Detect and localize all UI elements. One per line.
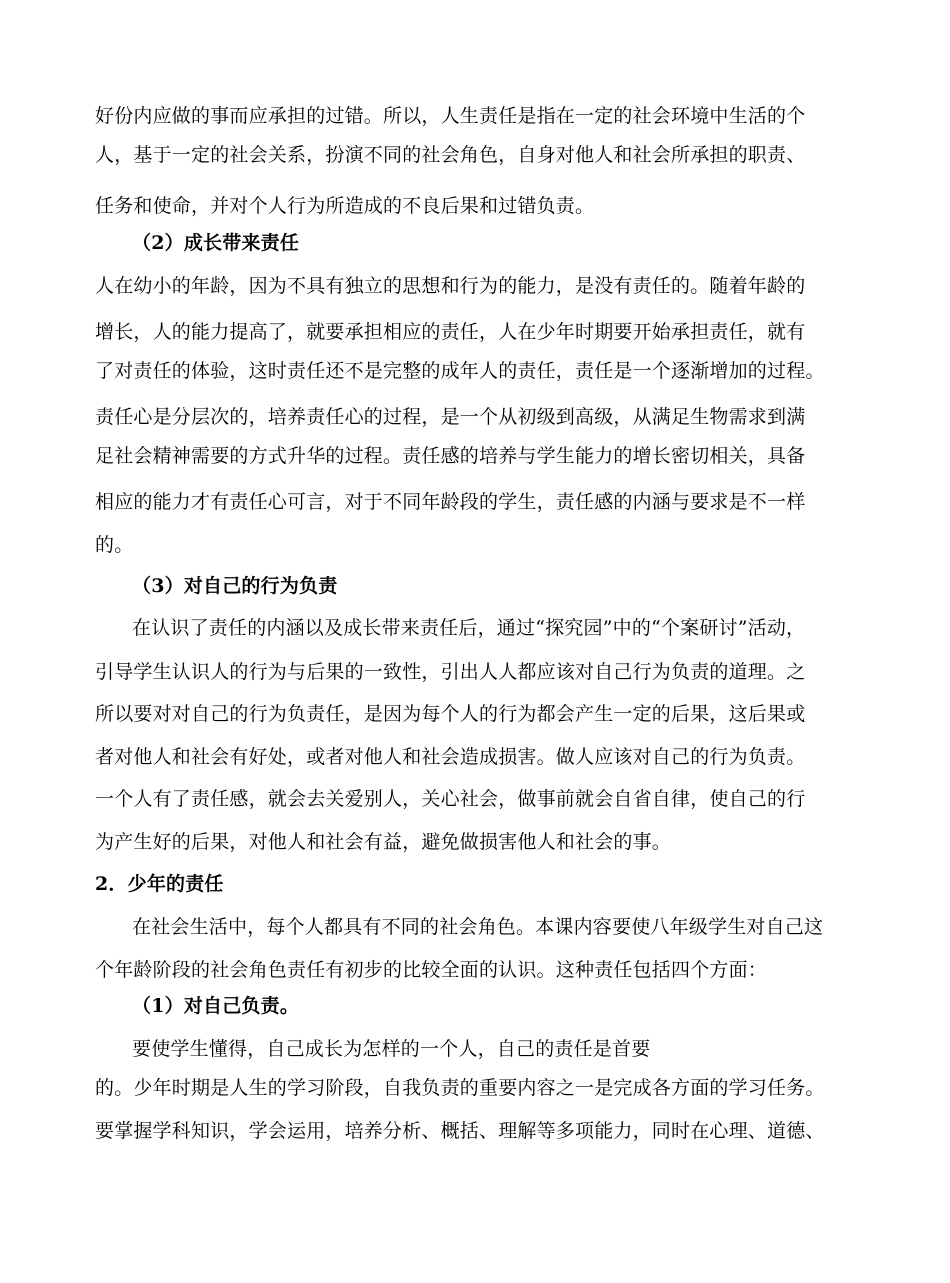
body-text-line: 一个人有了责任感，就会去关爱别人，关心社会，做事前就会自省自律，使自己的行 [95,788,806,810]
body-text-line: 个年龄阶段的社会角色责任有初步的比较全面的认识。这种责任包括四个方面： [95,959,768,981]
section-heading-own-behavior: （3）对自己的行为负责 [132,575,338,597]
section-heading-youth-responsibility: 2．少年的责任 [95,873,224,895]
body-text-line: 足社会精神需要的方式升华的过程。责任感的培养与学生能力的增长密切相关，具备 [95,445,806,467]
body-text-line: 任务和使命，并对个人行为所造成的不良后果和过错负责。 [95,195,595,217]
body-text-line: 人在幼小的年龄，因为不具有独立的思想和行为的能力，是没有责任的。随着年龄的 [95,275,806,297]
body-text-line: 所以要对对自己的行为负责任，是因为每个人的行为都会产生一定的后果，这后果或 [95,703,806,725]
section-heading-growth-responsibility: （2）成长带来责任 [132,232,300,254]
body-text-line: 增长，人的能力提高了，就要承担相应的责任，人在少年时期要开始承担责任，就有 [95,321,806,343]
body-text-line: 在社会生活中，每个人都具有不同的社会角色。本课内容要使八年级学生对自己这 [132,916,824,938]
body-text-line: 相应的能力才有责任心可言，对于不同年龄段的学生，责任感的内涵与要求是不一样 [95,491,806,513]
body-text-line: 了对责任的体验，这时责任还不是完整的成年人的责任，责任是一个逐渐增加的过程。 [95,360,825,382]
body-text-line: 的。少年时期是人生的学习阶段，自我负责的重要内容之一是完成各方面的学习任务。 [95,1077,825,1099]
body-text-line: 的。 [95,534,134,556]
body-text-line: 好份内应做的事而应承担的过错。所以，人生责任是指在一定的社会环境中生活的个 [95,105,806,127]
body-text-line: 引导学生认识人的行为与后果的一致性，引出人人都应该对自己行为负责的道理。之 [95,661,806,683]
body-text-line: 要使学生懂得，自己成长为怎样的一个人，自己的责任是首要 [132,1038,651,1060]
body-text-line: 要掌握学科知识，学会运用，培养分析、概括、理解等多项能力，同时在心理、道德、 [95,1120,825,1142]
body-text-line: 责任心是分层次的，培养责任心的过程，是一个从初级到高级，从满足生物需求到满 [95,406,806,428]
body-text-line: 在认识了责任的内涵以及成长带来责任后，通过“探究园”中的“个案研讨”活动， [132,617,806,639]
body-text-line: 为产生好的后果，对他人和社会有益，避免做损害他人和社会的事。 [95,831,672,853]
body-text-line: 者对他人和社会有好处，或者对他人和社会造成损害。做人应该对自己的行为负责。 [95,746,806,768]
body-text-line: 人，基于一定的社会关系，扮演不同的社会角色，自身对他人和社会所承担的职责、 [95,144,806,166]
section-heading-self-responsibility: （1）对自己负责。 [132,995,300,1017]
